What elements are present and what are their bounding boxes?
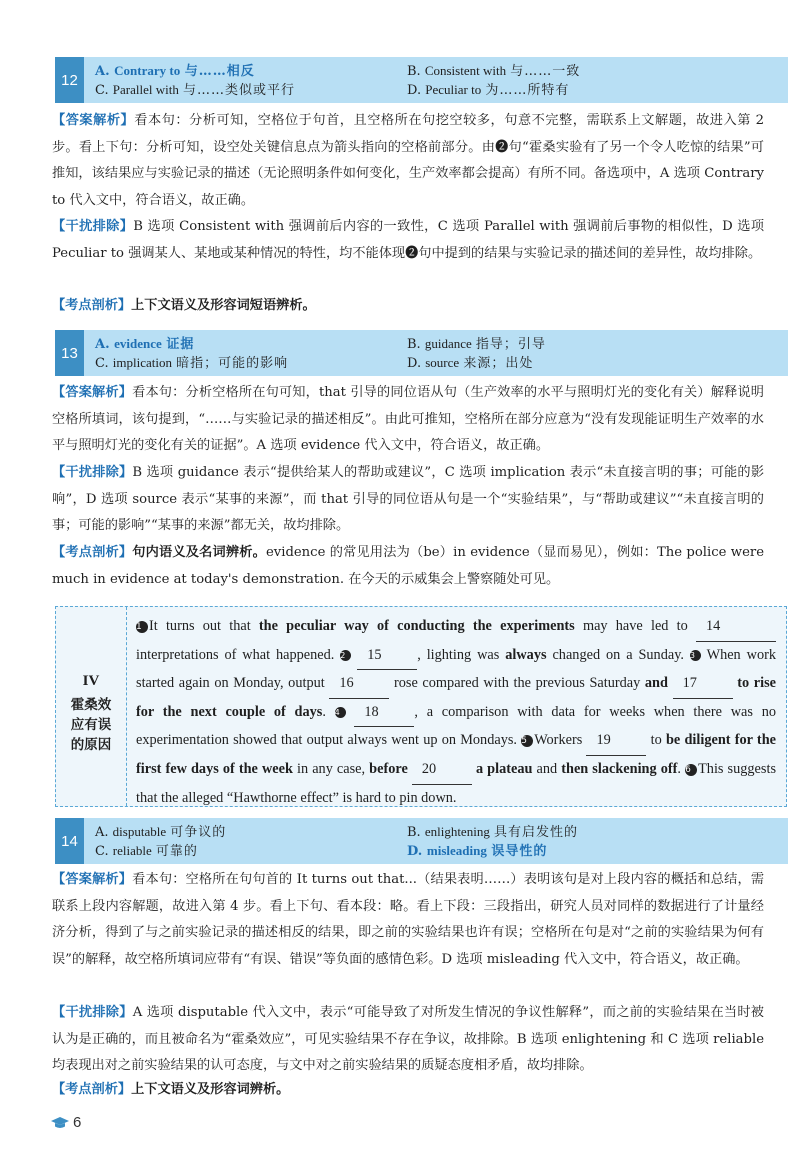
q12-number: 12 xyxy=(55,57,84,103)
q14-distractor-analysis: 【干扰排除】A 选项 disputable 代入文中，表示“可能导致了对所发生情况的争议性解释”，而之前的实验结果在当时被认为是正确的，而且被命名为“霍桑效应”，可见实验结果不存在争议，故排除。B 选项 enlightening 和 C 选项 reliable 均表现出对之前实验结果的认可态度，与文中对之前实验结果的质疑态度相矛盾，故均排除。 xyxy=(52,1005,764,1073)
distract-tag: 【干扰排除】 xyxy=(52,1005,133,1020)
graduation-cap-icon xyxy=(51,1117,69,1129)
section-iv-title: 霍桑效 应有误 的原因 xyxy=(70,697,112,753)
q13-option-a: A. evidence 证据 xyxy=(95,336,195,352)
answer-tag: 【答案解析】 xyxy=(52,113,135,128)
q13-answer-analysis: 【答案解析】看本句：分析空格所在句可知，that 引导的同位语从句（生产效率的水平与照明灯光的变化有关）解释说明空格所填词，该句提到，“……与实验记录的描述相反”。由此可推知，空格所在部分应意为“没有发现能证明生产效率的水平与照明灯光的变化有关的证据”。A 选项 evidence 代入文中，符合语义，故正确。 xyxy=(52,385,764,453)
q12-answer-analysis: 【答案解析】看本句：分析可知，空格位于句首，且空格所在句挖空较多，句意不完整，需联系上文解题，故进入第 2 步。看上下句：分析可知，设空处关键信息点为箭头指向的空格前部分。由❷句“霍桑实验有了另一个令人吃惊的结果”可推知，该结果应与实验记录的描述（无论照明条件如何变化，生产效率都会提高）有所不同。备选项中，A 选项 Contrary to 代入文中，符合语义，故正确。 xyxy=(52,113,765,208)
answer-tag: 【答案解析】 xyxy=(52,872,133,887)
blank-20: 20 xyxy=(412,756,472,785)
blank-19: 19 xyxy=(586,727,646,756)
section-iv-sidebar xyxy=(56,607,127,806)
q14-option-b: B. enlightening 具有启发性的 xyxy=(407,824,578,840)
section-iv-numeral: IV xyxy=(82,673,100,689)
answer-tag: 【答案解析】 xyxy=(52,385,133,400)
q14-option-c: C. reliable 可靠的 xyxy=(95,843,198,859)
q13-option-c: C. implication 暗指；可能的影响 xyxy=(95,355,289,371)
q14-number: 14 xyxy=(55,818,84,864)
point-tag: 【考点剖析】 xyxy=(52,1082,132,1097)
q13-option-b: B. guidance 指导；引导 xyxy=(407,336,546,352)
q12-key-point: 【考点剖析】上下文语义及形容词短语辨析。 xyxy=(52,298,316,313)
distract-tag: 【干扰排除】 xyxy=(52,219,134,234)
blank-14: 14 xyxy=(696,613,776,642)
q14-option-d: D. misleading 误导性的 xyxy=(407,843,548,859)
q13-number: 13 xyxy=(55,330,84,376)
blank-16: 16 xyxy=(329,670,389,699)
q12-distractor-analysis: 【干扰排除】B 选项 Consistent with 强调前后内容的一致性，C 选项 Parallel with 强调前后事物的相似性，D 选项 Peculiar to 强调某人、某地或某种情况的特性，均不能体现❷句中提到的结果与实验记录的描述间的差异性，故均排除。 xyxy=(52,219,765,261)
q13-options-bar xyxy=(55,330,788,376)
page-number: 6 xyxy=(73,1114,82,1131)
q12-option-a: A. Contrary to 与……相反 xyxy=(95,63,255,79)
q12-option-b: B. Consistent with 与……一致 xyxy=(407,63,581,79)
blank-15: 15 xyxy=(357,642,417,671)
q13-option-d: D. source 来源；出处 xyxy=(407,355,534,371)
q12-option-c: C. Parallel with 与……类似或平行 xyxy=(95,82,295,98)
q12-options-bar xyxy=(55,57,788,103)
q14-answer-analysis: 【答案解析】看本句：空格所在句句首的 It turns out that...（结果表明……）表明该句是对上段内容的概括和总结，需联系上段内容解题，故进入第 4 步。看上下句、看本段：略。看上下段：三段指出，研究人员对同样的数据进行了计量经济分析，得到了与之前实验记录的描述相反的结果，即之前的实验结果也许有误；空格所在句是对“之前的实验结果为何有误”的解释，故空格所填词应带有“有误、错误”等负面的感情色彩。D 选项 misleading 代入文中，符合语义，故正确。 xyxy=(52,872,765,967)
blank-17: 17 xyxy=(673,670,733,699)
q12-option-d: D. Peculiar to 为……所特有 xyxy=(407,82,570,98)
q14-option-a: A. disputable 可争议的 xyxy=(95,824,227,840)
section-iv-passage: 1 It turns out that the peculiar way of conducting the experiments may have led to 14 interpretations of what happened. 2 15 , lighting was always changed on a Sunday. 3 When work started again on Monday, output 16 rose compared with the previous Saturday and 17 to rise for the next couple of days. 4 18 , a comparison with data for weeks when there was no experimentation showed that output always went up on Mondays. 5 Workers 19 to be diligent for the first few days of the week in any case, before 20 a plateau and then slackening off. 6 This suggests that the alleged “Hawthorne effect” is hard to pin down. xyxy=(136,613,776,812)
q13-distractor-analysis: 【干扰排除】B 选项 guidance 表示“提供给某人的帮助或建议”，C 选项 implication 表示“未直接言明的事；可能的影响”，D 选项 source 表示“某事的来源”，而 that 引导的同位语从句是一个“实验结果”，与“帮助或建议”“未直接言明的事；可能的影响”“某事的来源”都无关，故均排除。 xyxy=(52,465,765,533)
q14-options-bar xyxy=(55,818,788,864)
distract-tag: 【干扰排除】 xyxy=(52,465,133,480)
point-tag: 【考点剖析】 xyxy=(52,298,132,313)
section-iv-box xyxy=(55,606,787,807)
q13-key-point: 【考点剖析】句内语义及名词辨析。evidence 的常见用法为（be）in evidence（显而易见），例如：The police were much in evidence at today's demonstration. 在今天的示威集会上警察随处可见。 xyxy=(52,545,765,587)
point-tag: 【考点剖析】 xyxy=(52,545,133,560)
blank-18: 18 xyxy=(354,699,414,728)
q14-key-point: 【考点剖析】上下文语义及形容词辨析。 xyxy=(52,1082,290,1097)
